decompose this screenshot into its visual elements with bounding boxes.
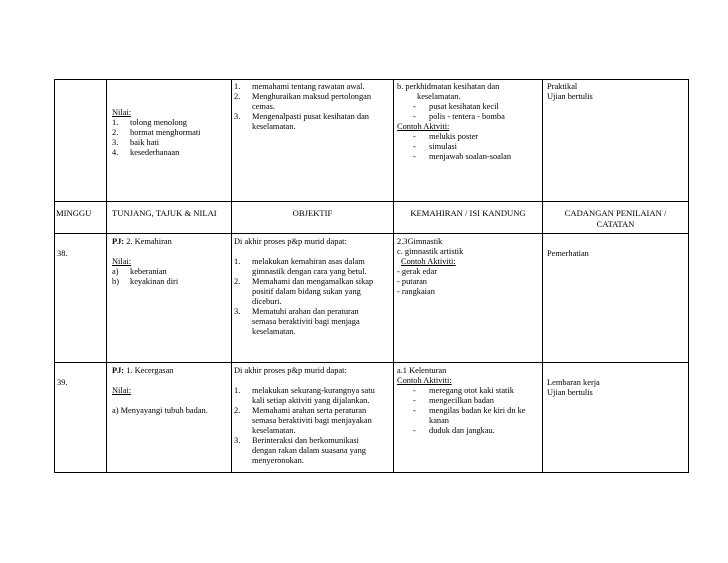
row-divider bbox=[54, 201, 689, 202]
row38-cadangan-cell: Pemerhatian bbox=[547, 249, 589, 258]
cadangan-text: Lembaran kerja bbox=[547, 378, 600, 387]
kemahiran-list bbox=[397, 102, 511, 122]
kemahiran-text: b. perkhidmatan kesihatan dan bbox=[397, 82, 500, 91]
list-item: 4. kesederhanaan bbox=[112, 148, 180, 157]
row-divider bbox=[54, 362, 689, 363]
minggu-39: 39. bbox=[57, 378, 68, 387]
pj-text: 2. Kemahiran bbox=[124, 237, 172, 246]
column-divider bbox=[231, 79, 232, 473]
list-item: - simulasi bbox=[413, 142, 457, 151]
list-item: 2. Menghuraikan maksud pertolongan cemas. bbox=[234, 92, 372, 111]
kemahiran-text: 2.3Gimnastik bbox=[397, 237, 443, 246]
list-item: 2. Memahami arahan serta peraturan semasa beraktiviti bagi menjayakan keselamatan. bbox=[234, 406, 372, 435]
nilai-list bbox=[112, 267, 178, 287]
header-kemahiran: KEMAHIRAN / ISI KANDUNG bbox=[410, 208, 526, 218]
row39-tunjang-cell bbox=[112, 366, 208, 416]
list-item: 3. Mengenalpasti pusat kesihatan dan keselamatan. bbox=[234, 112, 369, 131]
list-item: - rangkaian bbox=[397, 287, 435, 296]
kemahiran-text: c. gimnastik artistik bbox=[397, 247, 464, 256]
list-item: 2. hormat menghormati bbox=[112, 128, 201, 137]
list-item: - putaran bbox=[397, 277, 427, 286]
contoh-aktiviti-list bbox=[397, 386, 526, 436]
list-item: 2. Memahami dan mengamalkan sikap positif dalam bidang sukan yang diceburi. bbox=[234, 277, 374, 306]
header-cadangan-line: CADANGAN PENILAIAN / bbox=[564, 208, 667, 218]
row39-objektif-cell bbox=[234, 366, 375, 466]
objektif-list bbox=[234, 82, 371, 132]
top-cadangan-cell bbox=[547, 82, 593, 102]
contoh-aktiviti-label: Contoh Aktviti: bbox=[397, 122, 450, 131]
row38-objektif-cell bbox=[234, 237, 373, 337]
contoh-aktiviti-label: Contoh Aktiviti: bbox=[401, 257, 456, 266]
row38-tunjang-cell bbox=[112, 237, 178, 287]
header-objektif: OBJEKTIF bbox=[292, 208, 333, 218]
table-border-top bbox=[54, 79, 689, 80]
list-item: 1. tolong menolong bbox=[112, 118, 187, 127]
contoh-aktiviti-list bbox=[397, 132, 511, 162]
cadangan-text: Ujian bertulis bbox=[547, 388, 593, 397]
top-kemahiran-cell bbox=[397, 82, 511, 162]
nilai-item: a) Menyayangi tubuh badan. bbox=[112, 406, 208, 415]
pj-text: 1. Kecergasan bbox=[124, 366, 174, 375]
row39-kemahiran-cell bbox=[397, 366, 526, 436]
objektif-intro: Di akhir proses p&p murid dapat: bbox=[234, 366, 347, 375]
list-item: - melukis poster bbox=[413, 132, 479, 141]
row39-cadangan-cell bbox=[547, 378, 600, 398]
table-border-left bbox=[54, 79, 55, 473]
list-item: - gerak edar bbox=[397, 267, 437, 276]
list-item: - polis - tentera - bomba bbox=[413, 112, 505, 121]
column-divider bbox=[542, 79, 543, 473]
list-item: - pusat kesihatan kecil bbox=[413, 102, 499, 111]
column-divider bbox=[393, 79, 394, 473]
objektif-intro: Di akhir proses p&p murid dapat: bbox=[234, 237, 347, 246]
list-item: 1. melakukan sekurang-kurangnya satu kali setiap aktiviti yang dijalankan. bbox=[234, 386, 375, 405]
kemahiran-text: keselamatan. bbox=[417, 92, 461, 101]
list-item: - mengecilkan badan bbox=[413, 396, 494, 405]
cadangan-text: Ujian bertulis bbox=[547, 92, 593, 101]
contoh-aktiviti-label: Contoh Aktiviti: bbox=[397, 376, 452, 385]
header-tunjang: TUNJANG, TAJUK & NILAI bbox=[112, 208, 217, 218]
list-item: 1. melakukan kemahiran asas dalam gimnastik dengan cara yang betul. bbox=[234, 257, 367, 276]
pj-label: PJ: bbox=[112, 366, 125, 375]
nilai-list bbox=[112, 118, 200, 158]
kemahiran-text: a.1 Kelenturan bbox=[397, 366, 447, 375]
list-item: - menjawab soalan-soalan bbox=[413, 152, 512, 161]
list-item: - mengilas badan ke kiri dn ke kanan bbox=[413, 406, 526, 425]
lesson-plan-table bbox=[54, 79, 689, 473]
objektif-list bbox=[234, 257, 373, 337]
table-border-bottom bbox=[54, 472, 689, 473]
list-item: b) keyakinan diri bbox=[112, 277, 179, 286]
nilai-label: Nilai: bbox=[112, 108, 132, 117]
row-divider bbox=[54, 233, 689, 234]
header-cadangan bbox=[543, 208, 688, 230]
row38-kemahiran-cell bbox=[397, 237, 463, 297]
table-border-right bbox=[688, 79, 689, 473]
list-item: 3. Mematuhi arahan dan peraturan semasa beraktiviti bagi menjaga keselamatan. bbox=[234, 307, 360, 336]
cadangan-text: Praktikal bbox=[547, 82, 578, 91]
top-nilai-cell bbox=[112, 108, 200, 158]
top-objektif-cell bbox=[234, 82, 371, 132]
list-item: a) keberanian bbox=[112, 267, 167, 276]
list-item: 1. memahami tentang rawatan awal. bbox=[234, 82, 365, 91]
column-divider bbox=[106, 79, 107, 473]
list-item: 3. baik hati bbox=[112, 138, 160, 147]
list-item: - duduk dan jangkau. bbox=[413, 426, 495, 435]
pj-label: PJ: bbox=[112, 237, 125, 246]
nilai-label: Nilai: bbox=[112, 386, 132, 395]
header-minggu: MINGGU bbox=[56, 208, 92, 218]
objektif-list bbox=[234, 386, 375, 466]
list-item: - meregang otot kaki statik bbox=[413, 386, 514, 395]
header-cadangan-line: CATATAN bbox=[596, 219, 635, 229]
nilai-label: Nilai: bbox=[112, 257, 132, 266]
list-item: 3. Berinteraksi dan berkomunikasi dengan rakan dalam suasana yang menyeronokan. bbox=[234, 436, 366, 465]
minggu-38: 38. bbox=[57, 249, 68, 258]
